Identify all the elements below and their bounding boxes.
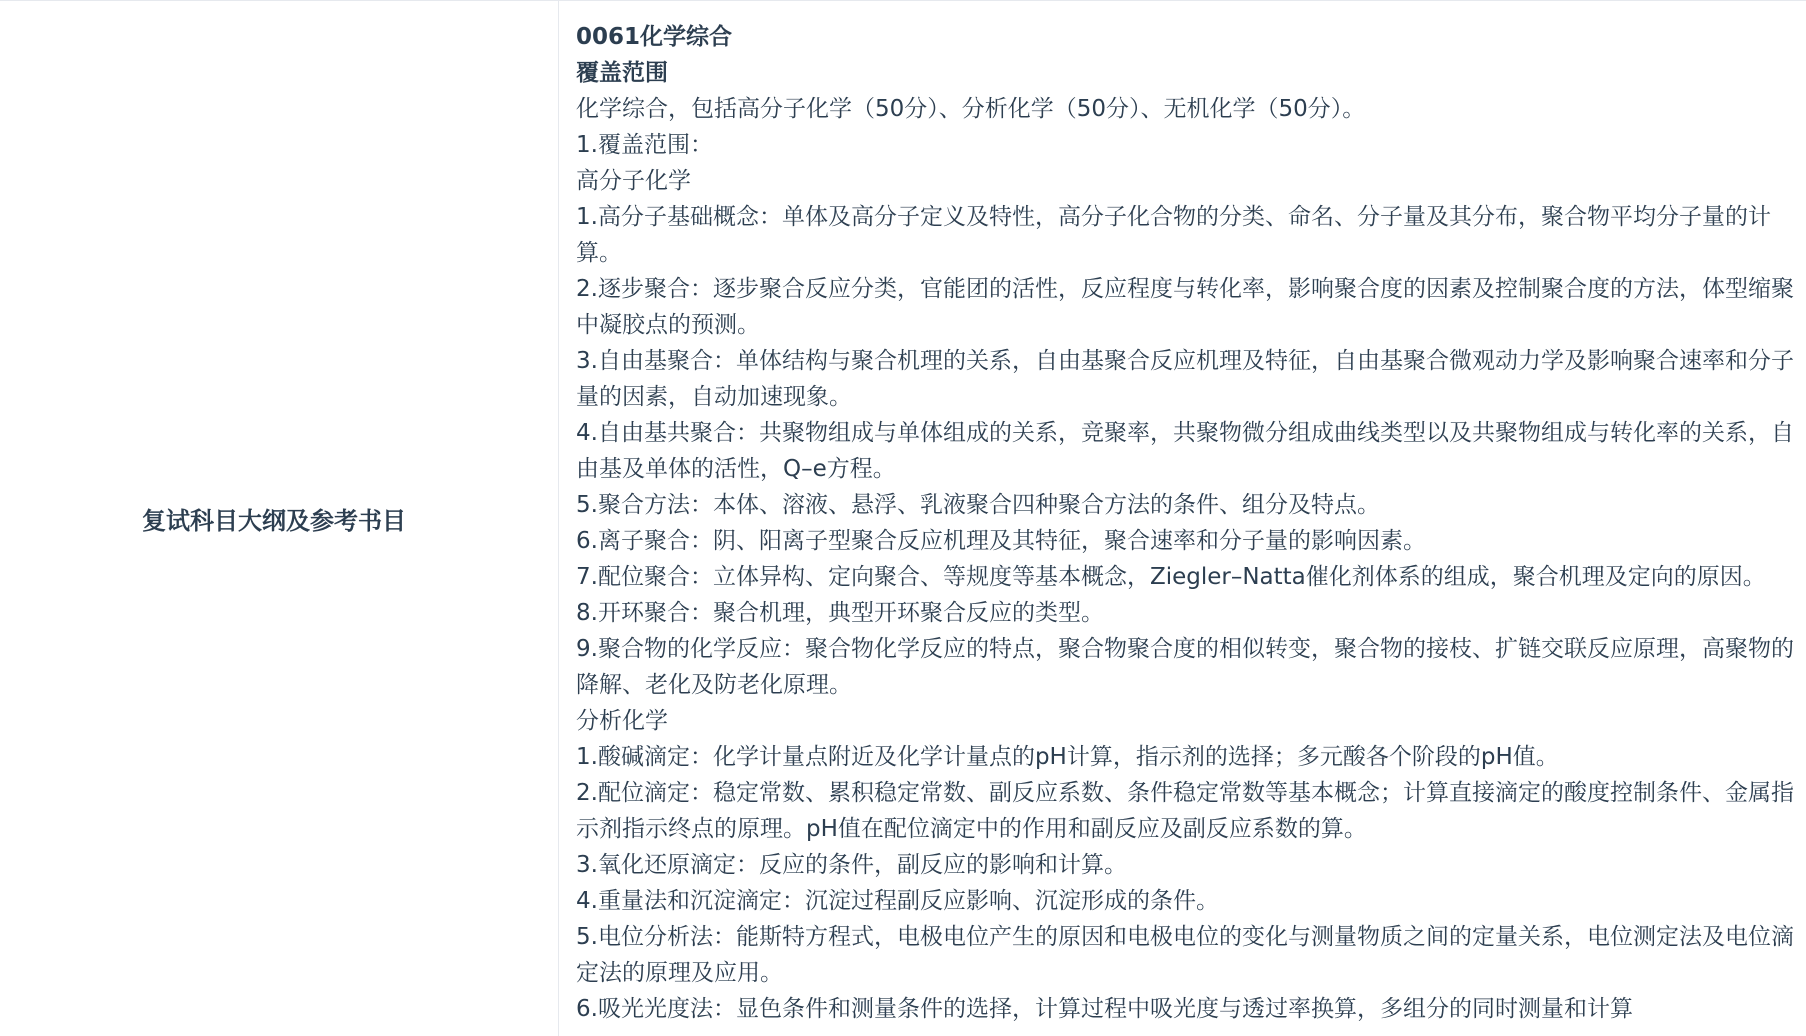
coverage-subheading: 1.覆盖范围： <box>576 132 713 158</box>
list-item: 4.自由基共聚合：共聚物组成与单体组成的关系，竞聚率，共聚物微分组成曲线类型以及共聚物组成与转化率的关系，自由基及单体的活性，Q–e方程。 <box>576 420 1794 482</box>
list-item: 6.离子聚合：阴、阳离子型聚合反应机理及其特征，聚合速率和分子量的影响因素。 <box>576 528 1426 554</box>
list-item: 7.配位聚合：立体异构、定向聚合、等规度等基本概念，Ziegler–Natta催化剂体系的组成，聚合机理及定向的原因。 <box>576 564 1766 590</box>
intro-text: 化学综合，包括高分子化学（50分）、分析化学（50分）、无机化学（50分）。 <box>576 96 1366 122</box>
list-item: 2.逐步聚合：逐步聚合反应分类，官能团的活性，反应程度与转化率，影响聚合度的因素及控制聚合度的方法，体型缩聚中凝胶点的预测。 <box>576 276 1794 338</box>
list-item: 6.吸光光度法：显色条件和测量条件的选择，计算过程中吸光度与透过率换算，多组分的同时测量和计算 <box>576 996 1633 1022</box>
coverage-heading: 覆盖范围 <box>576 60 668 86</box>
section-title-polymer: 高分子化学 <box>576 168 691 194</box>
subject-title: 0061化学综合 <box>576 24 733 50</box>
section-title-analytical: 分析化学 <box>576 708 668 734</box>
list-item: 1.高分子基础概念：单体及高分子定义及特性，高分子化合物的分类、命名、分子量及其分布，聚合物平均分子量的计算。 <box>576 204 1771 266</box>
list-item: 2.配位滴定：稳定常数、累积稳定常数、副反应系数、条件稳定常数等基本概念；计算直接滴定的酸度控制条件、金属指示剂指示终点的原理。pH值在配位滴定中的作用和副反应及副反应系数的算。 <box>576 780 1794 842</box>
row-content-cell <box>559 1 1806 1036</box>
row-label: 复试科目大纲及参考书目 <box>142 507 406 535</box>
row-label-cell <box>0 1 559 1036</box>
list-item: 5.聚合方法：本体、溶液、悬浮、乳液聚合四种聚合方法的条件、组分及特点。 <box>576 492 1380 518</box>
list-item: 4.重量法和沉淀滴定：沉淀过程副反应影响、沉淀形成的条件。 <box>576 888 1219 914</box>
list-item: 5.电位分析法：能斯特方程式，电极电位产生的原因和电极电位的变化与测量物质之间的定量关系，电位测定法及电位滴定法的原理及应用。 <box>576 924 1794 986</box>
list-item: 1.酸碱滴定：化学计量点附近及化学计量点的pH计算，指示剂的选择；多元酸各个阶段的pH值。 <box>576 744 1559 770</box>
list-item: 3.氧化还原滴定：反应的条件，副反应的影响和计算。 <box>576 852 1127 878</box>
list-item: 3.自由基聚合：单体结构与聚合机理的关系，自由基聚合反应机理及特征，自由基聚合微观动力学及影响聚合速率和分子量的因素，自动加速现象。 <box>576 348 1794 410</box>
list-item: 9.聚合物的化学反应：聚合物化学反应的特点，聚合物聚合度的相似转变，聚合物的接枝、扩链交联反应原理，高聚物的降解、老化及防老化原理。 <box>576 636 1794 698</box>
list-item: 8.开环聚合：聚合机理，典型开环聚合反应的类型。 <box>576 600 1104 626</box>
